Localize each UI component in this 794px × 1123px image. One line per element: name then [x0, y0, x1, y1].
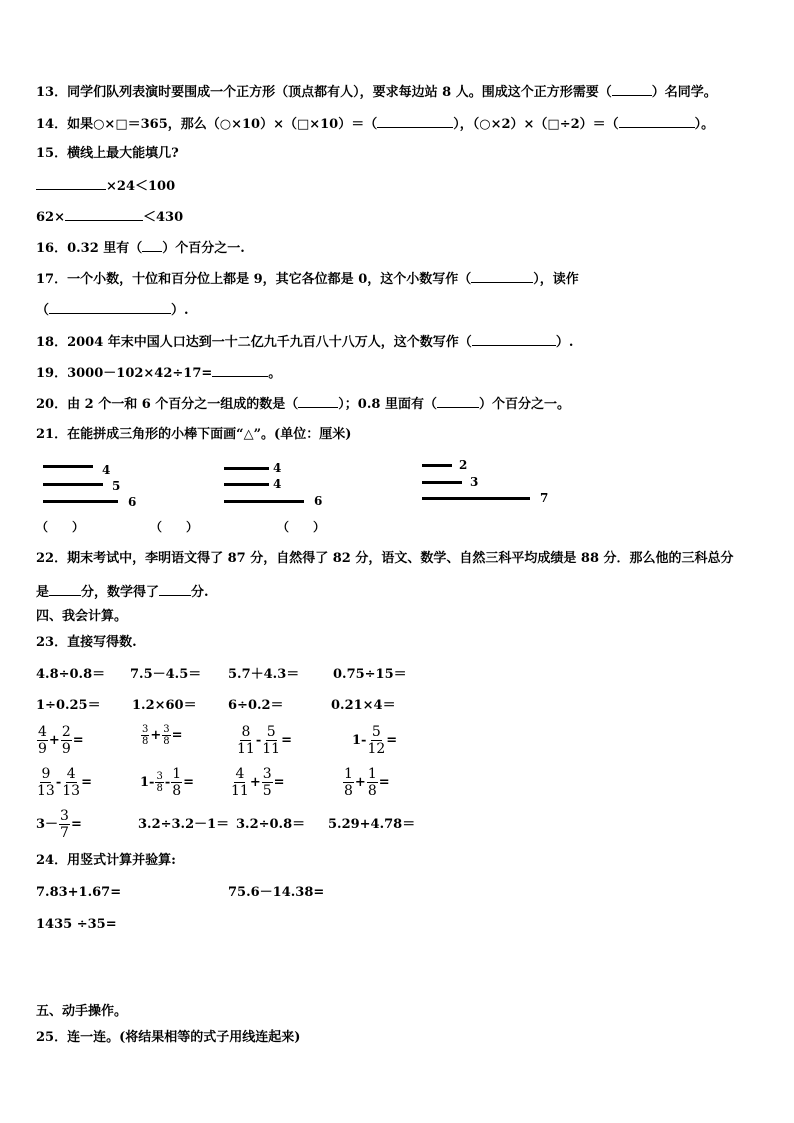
question-25: 25．连一连。(将结果相等的式子用线连起来) — [36, 1030, 301, 1045]
stick-label: 4 — [102, 463, 111, 477]
calc-item: 75.6－14.38= — [228, 885, 325, 900]
stick-label: 4 — [273, 477, 282, 491]
section-4-heading: 四、我会计算。 — [36, 609, 128, 624]
answer-blank[interactable] — [65, 207, 143, 221]
section-5-heading: 五、动手操作。 — [36, 1004, 128, 1019]
calc-item: 3.2÷0.8＝ — [236, 817, 306, 832]
stick — [422, 464, 452, 467]
question-17-line2: （ ）. — [36, 300, 189, 320]
question-16: 16．0.32 里有（ ）个百分之一. — [36, 238, 245, 258]
calc-item: 0.75÷15＝ — [333, 667, 407, 682]
question-23-title: 23．直接写得数. — [36, 635, 137, 650]
stick — [422, 481, 462, 484]
fraction-item: 3－ $\frac{3}{7}$ = — [36, 808, 82, 841]
question-19: 19．3000－102×42÷17= 。 — [36, 363, 281, 383]
stick-label: 5 — [112, 479, 121, 493]
stick — [224, 500, 304, 503]
answer-blank[interactable] — [298, 394, 338, 408]
calc-item: 1.2×60＝ — [132, 698, 197, 713]
question-15-line2: 62× ＜430 — [36, 207, 183, 227]
calc-item: 4.8÷0.8＝ — [36, 667, 106, 682]
question-13: 13．同学们队列表演时要围成一个正方形（顶点都有人），要求每边站 8 人。围成这个正方形需要（ ）名同学。 — [36, 82, 717, 102]
calc-item: 1435 ÷35= — [36, 917, 117, 932]
stick-label: 7 — [540, 491, 549, 505]
stick — [224, 467, 269, 470]
stick-label: 3 — [470, 475, 479, 489]
answer-blank[interactable] — [472, 332, 556, 346]
question-18: 18．2004 年末中国人口达到一十二亿九千九百八十八万人，这个数写作（ ）. — [36, 332, 573, 352]
fraction-item: 1- $\frac{5}{12}$ = — [352, 724, 398, 757]
calc-item: 3.2÷3.2－1＝ — [138, 817, 230, 832]
question-24-title: 24．用竖式计算并验算: — [36, 853, 176, 868]
answer-blank[interactable] — [612, 82, 652, 96]
question-17-line1: 17．一个小数，十位和百分位上都是 9，其它各位都是 0，这个小数写作（ ），读作 — [36, 269, 579, 289]
answer-blank[interactable] — [36, 176, 106, 190]
stick-label: 6 — [128, 495, 137, 509]
answer-paren[interactable]: （ ） — [36, 520, 85, 534]
stick-label: 6 — [314, 494, 323, 508]
question-20: 20．由 2 个一和 6 个百分之一组成的数是（ ）；0.8 里面有（ ）个百分之一。 — [36, 394, 570, 414]
calc-item: 0.21×4＝ — [331, 698, 396, 713]
stick — [224, 483, 269, 486]
question-15-line1: ×24＜100 — [36, 176, 175, 196]
question-22-line1: 22．期末考试中，李明语文得了 87 分，自然得了 82 分，语文、数学、自然三科平均成绩是 88 分．那么他的三科总分 — [36, 551, 734, 566]
answer-blank[interactable] — [377, 114, 453, 128]
stick — [43, 500, 118, 503]
fraction-item: $\frac{8}{11}$ - $\frac{5}{11}$ = — [237, 724, 292, 757]
question-21-title: 21．在能拼成三角形的小棒下面画“△”。(单位：厘米) — [36, 427, 352, 442]
question-22-line2: 是 分，数学得了 分. — [36, 582, 209, 602]
stick — [422, 497, 530, 500]
question-15-title: 15．横线上最大能填几? — [36, 146, 179, 161]
fraction-item: $\frac{9}{13}$ - $\frac{4}{13}$ = — [37, 766, 92, 799]
stick — [43, 483, 103, 486]
stick-label: 4 — [273, 461, 282, 475]
answer-blank[interactable] — [49, 582, 81, 596]
answer-blank[interactable] — [619, 114, 695, 128]
answer-blank[interactable] — [471, 269, 533, 283]
calc-item: 7.83+1.67= — [36, 885, 122, 900]
answer-paren[interactable]: （ ） — [277, 520, 326, 534]
answer-blank[interactable] — [212, 363, 268, 377]
answer-blank[interactable] — [49, 300, 171, 314]
stick — [43, 465, 93, 468]
calc-item: 5.29+4.78＝ — [328, 817, 416, 832]
fraction-item: 1- $\frac{3}{8}$ - $\frac{1}{8}$ = — [140, 766, 195, 799]
calc-item: 7.5－4.5＝ — [130, 667, 202, 682]
answer-blank[interactable] — [159, 582, 191, 596]
fraction-item: $\frac{1}{8}$ + $\frac{1}{8}$ = — [344, 766, 390, 799]
calc-item: 6÷0.2＝ — [228, 698, 284, 713]
fraction-item: $\frac{4}{9}$ + $\frac{2}{9}$ = — [38, 724, 84, 757]
answer-paren[interactable]: （ ） — [150, 520, 199, 534]
calc-item: 5.7＋4.3＝ — [228, 667, 300, 682]
question-14: 14．如果○×□＝365，那么（○×10）×（□×10）＝（ ），（○×2）×（□÷2）＝（ ）。 — [36, 114, 714, 134]
fraction-item: $\frac{3}{8}$ + $\frac{3}{8}$ = — [142, 724, 183, 747]
calc-item: 1÷0.25＝ — [36, 698, 101, 713]
answer-blank[interactable] — [142, 238, 162, 252]
fraction-item: $\frac{4}{11}$ + $\frac{3}{5}$ = — [231, 766, 285, 799]
stick-label: 2 — [459, 458, 468, 472]
answer-blank[interactable] — [437, 394, 479, 408]
